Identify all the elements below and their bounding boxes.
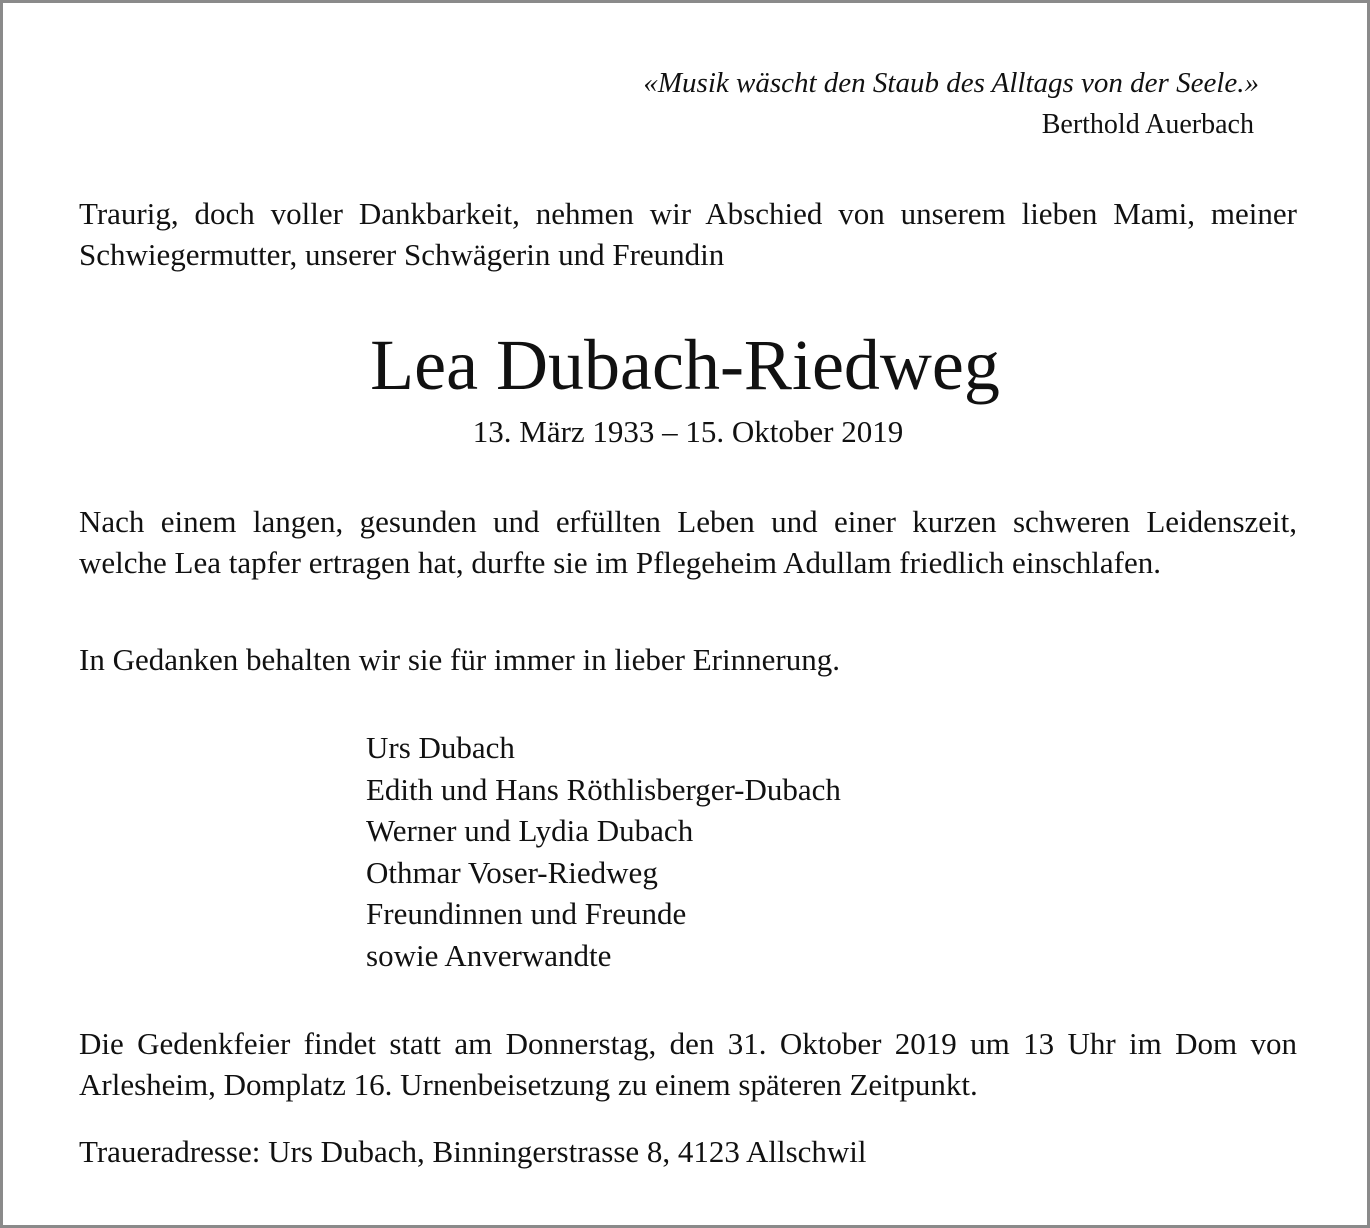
mourner-item: sowie Anverwandte (366, 937, 612, 973)
memorial-service-info: Die Gedenkfeier findet statt am Donnerstag, den 31. Oktober 2019 um 13 Uhr im Dom von Arlesheim, Domplatz 16. Urnenbeisetzung zu einem späteren Zeitpunkt. (79, 1026, 1297, 1102)
body-paragraph-1: Nach einem langen, gesunden und erfüllten Leben und einer kurzen schweren Leidenszeit, welche Lea tapfer ertragen hat, durfte sie im Pflegeheim Adullam friedlich einschlafen. (79, 504, 1297, 580)
mourner-item: Edith und Hans Röthlisberger-Dubach (366, 771, 841, 807)
intro-paragraph: Traurig, doch voller Dankbarkeit, nehmen wir Abschied von unserem lieben Mami, meiner Schwiegermutter, unserer Schwägerin und Freundin (79, 196, 1297, 272)
body-paragraph-2: In Gedanken behalten wir sie für immer in lieber Erinnerung. (79, 642, 840, 677)
deceased-name: Lea Dubach-Riedweg (370, 325, 1000, 405)
mourner-item: Werner und Lydia Dubach (366, 813, 694, 849)
mourner-item: Freundinnen und Freunde (366, 896, 687, 932)
epigraph-quote: «Musik wäscht den Staub des Alltags von der Seele.» (643, 67, 1259, 99)
mourner-item: Othmar Voser-Riedweg (366, 854, 658, 890)
mourners-list (366, 727, 841, 977)
mourning-address: Traueradresse: Urs Dubach, Binningerstrasse 8, 4123 Allschwil (79, 1134, 867, 1169)
life-dates: 13. März 1933 – 15. Oktober 2019 (472, 414, 904, 449)
epigraph-author: Berthold Auerbach (1041, 109, 1254, 140)
mourner-item: Urs Dubach (366, 730, 515, 765)
